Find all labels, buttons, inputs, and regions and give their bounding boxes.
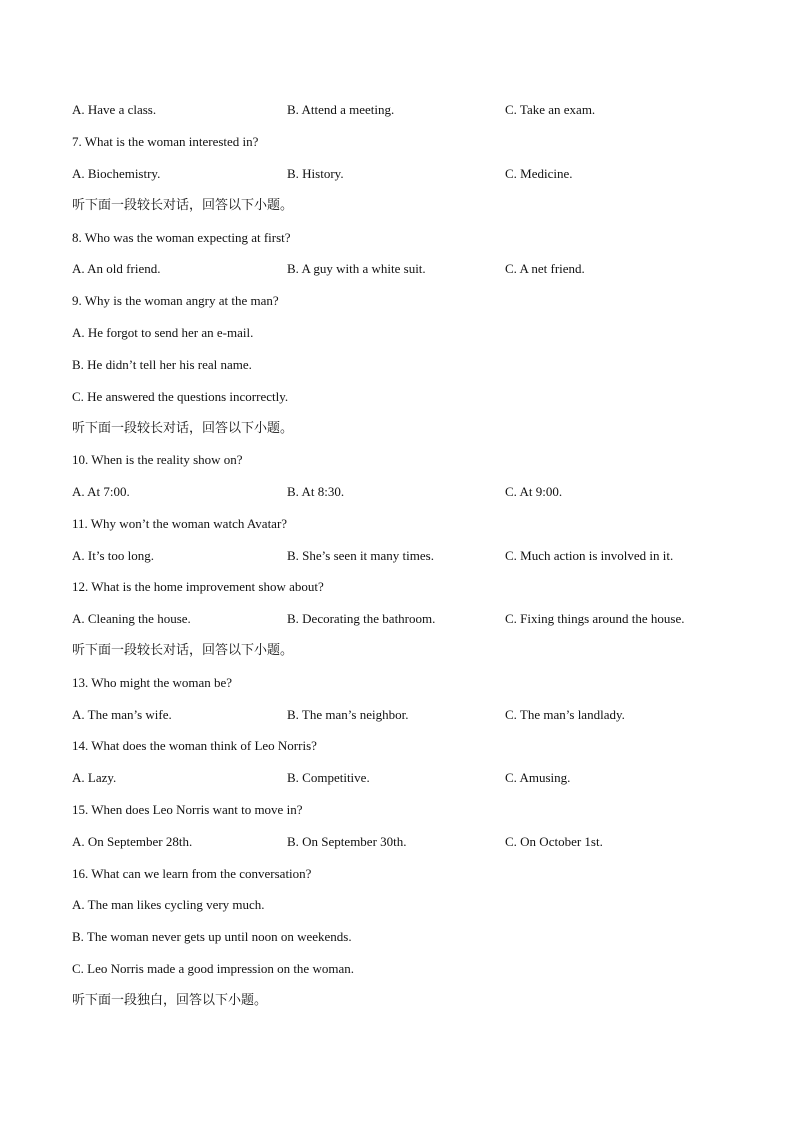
section-instruction: 听下面一段较长对话，回答以下小题。 [72,421,294,436]
question-12: 12. What is the home improvement show about? [72,579,324,594]
option-c: C. He answered the questions incorrectly. [72,389,289,404]
option-c: C. At 9:00. [505,484,563,499]
option-b: B. History. [287,166,344,181]
question-8: 8. Who was the woman expecting at first? [72,230,291,245]
option-b: B. Competitive. [287,770,370,785]
option-c: C. On October 1st. [505,834,603,849]
option-b: B. Decorating the bathroom. [287,611,436,626]
option-b: B. The woman never gets up until noon on weekends. [72,929,352,944]
option-a: A. An old friend. [72,261,161,276]
option-a: A. It’s too long. [72,548,154,563]
options-row-q10 [72,483,734,501]
options-row-q14 [72,769,734,787]
option-a: A. The man likes cycling very much. [72,897,265,912]
options-row-q11 [72,547,734,565]
option-c: C. The man’s landlady. [505,707,625,722]
options-row-q12 [72,610,734,628]
question-14: 14. What does the woman think of Leo Norris? [72,738,317,753]
option-c: C. Fixing things around the house. [505,611,685,626]
option-b: B. The man’s neighbor. [287,707,409,722]
option-c: C. Medicine. [505,166,573,181]
option-c: C. Take an exam. [505,102,596,117]
section-instruction: 听下面一段独白，回答以下小题。 [72,993,268,1008]
question-16: 16. What can we learn from the conversation? [72,866,312,881]
question-9: 9. Why is the woman angry at the man? [72,293,279,308]
option-a: A. On September 28th. [72,834,193,849]
option-a: A. At 7:00. [72,484,130,499]
section-instruction: 听下面一段较长对话，回答以下小题。 [72,198,294,213]
option-a: A. Lazy. [72,770,117,785]
question-11: 11. Why won’t the woman watch Avatar? [72,516,288,531]
question-13: 13. Who might the woman be? [72,675,233,690]
option-c: C. Much action is involved in it. [505,548,674,563]
section-instruction: 听下面一段较长对话，回答以下小题。 [72,643,294,658]
option-c: C. Amusing. [505,770,571,785]
question-10: 10. When is the reality show on? [72,452,243,467]
option-a: A. Biochemistry. [72,166,161,181]
options-row-q13 [72,706,734,724]
option-b: B. At 8:30. [287,484,345,499]
options-row-q6 [72,101,734,119]
option-a: A. Have a class. [72,102,157,117]
options-row-q7 [72,165,734,183]
option-b: B. On September 30th. [287,834,407,849]
options-row-q8 [72,260,734,278]
option-b: B. A guy with a white suit. [287,261,426,276]
option-c: C. Leo Norris made a good impression on the woman. [72,961,354,976]
option-b: B. Attend a meeting. [287,102,395,117]
option-a: A. Cleaning the house. [72,611,191,626]
option-b: B. He didn’t tell her his real name. [72,357,252,372]
option-c: C. A net friend. [505,261,585,276]
option-a: A. The man’s wife. [72,707,172,722]
option-a: A. He forgot to send her an e-mail. [72,325,254,340]
option-b: B. She’s seen it many times. [287,548,434,563]
question-15: 15. When does Leo Norris want to move in? [72,802,303,817]
question-7: 7. What is the woman interested in? [72,134,259,149]
options-row-q15 [72,833,734,851]
